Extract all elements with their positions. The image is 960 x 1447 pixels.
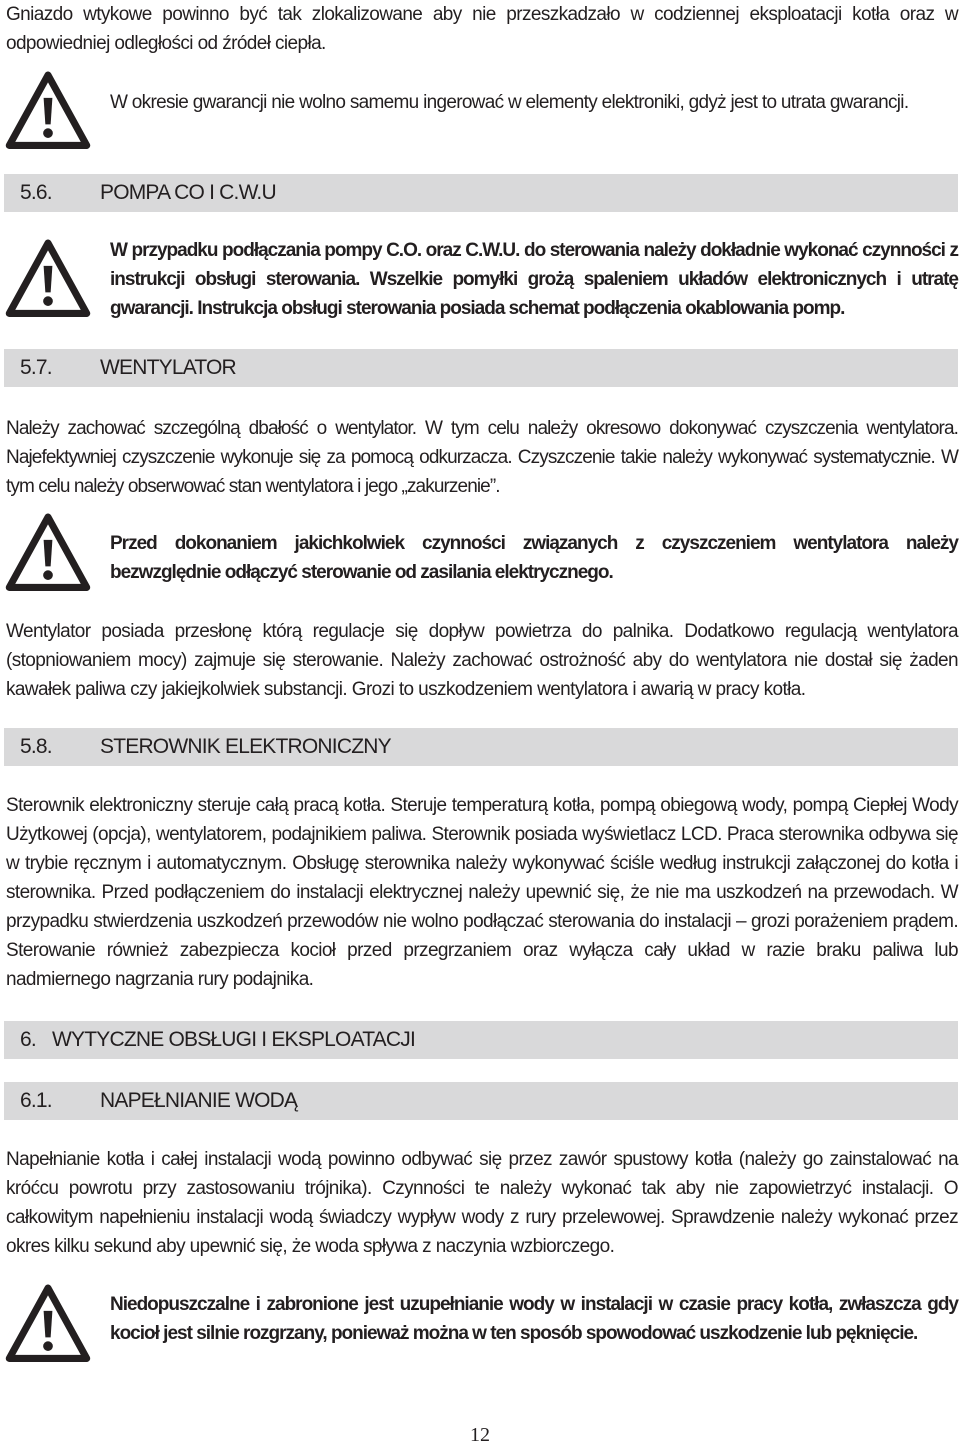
- section-heading-5-6: [4, 174, 958, 212]
- section-number: 6.1.: [20, 1089, 52, 1112]
- section-number: 5.7.: [20, 356, 52, 379]
- warning-text-no-refill-hot: Niedopuszczalne i zabronione jest uzupełnianie wody w instalacji w czasie pracy kotła, zwłaszcza gdy kocioł jest silnie rozgrzany, ponieważ można w ten sposób spowodować uszkodzenie lub pęknięcie.: [110, 1294, 958, 1344]
- paragraph-fan-airflow: Wentylator posiada przesłonę którą regulacje się dopływ powietrza do palnika. Dodatkowo regulacją wentylatora (stopniowaniem mocy) zajmuje się sterowanie. Należy zachować ostrożność aby do wentylatora nie dostał się żaden kawałek paliwa czy jakiejkolwiek substancji. Grozi to uszkodzeniem wentylatora i awarią w pracy kotła.: [6, 621, 958, 700]
- warning-exclamation-icon: [4, 236, 92, 324]
- section-title: WENTYLATOR: [100, 356, 236, 379]
- warning-exclamation-icon: [4, 1281, 92, 1369]
- paragraph-filling-water: Napełnianie kotła i całej instalacji wodą powinno odbywać się przez zawór spustowy kotła (należy go zainstalować na króćcu powrotu przy zastosowaniu trójnika). Czynności te należy wykonać tak aby nie zapowietrzyć instalacji. O całkowitym napełnieniu instalacji wodą świadczy wypływ wody z rury przelewowej. Sprawdzenie należy wykonać przez okres kilku sekund aby upewnić się, że woda spływa z naczynia wzbiorczego.: [6, 1149, 958, 1257]
- section-heading-5-8: [4, 728, 958, 766]
- section-number: 5.6.: [20, 181, 52, 204]
- section-title: NAPEŁNIANIE WODĄ: [100, 1089, 298, 1112]
- warning-text-fan-power: Przed dokonaniem jakichkolwiek czynności związanych z czyszczeniem wentylatora należy bezwzględnie odłączyć sterowanie od zasilania elektrycznego.: [110, 533, 958, 583]
- intro-paragraph: Gniazdo wtykowe powinno być tak zlokalizowane aby nie przeszkadzało w codziennej eksploatacji kotła oraz w odpowiedniej odległości od źródeł ciepła.: [6, 4, 958, 54]
- section-number: 6.: [20, 1028, 36, 1051]
- section-title: POMPA CO I C.W.U: [100, 181, 276, 204]
- paragraph-fan-cleaning: Należy zachować szczególną dbałość o wentylator. W tym celu należy okresowo dokonywać czyszczenia wentylatora. Najefektywniej czyszczenie wykonuje się za pomocą odkurzacza. Czyszczenie takie należy wykonywać systematycznie. W tym celu należy obserwować stan wentylatora i jego „zakurzenie”.: [6, 418, 958, 497]
- section-heading-6: [4, 1021, 958, 1059]
- section-title: STEROWNIK ELEKTRONICZNY: [100, 735, 391, 758]
- paragraph-controller: Sterownik elektroniczny steruje całą pracą kotła. Steruje temperaturą kotła, pompą obiegową wody, pompą Ciepłej Wody Użytkowej (opcja), wentylatorem, podajnikiem paliwa. Sterownik posiada wyświetlacz LCD. Praca sterownika odbywa się w trybie ręcznym i automatycznym. Obsługę sterownika należy wykonywać ściśle według instrukcji załączonej do kotła i sterownika. Przed podłączeniem do instalacji elektrycznej należy upewnić się, że nie ma uszkodzeń na przewodach. W przypadku stwierdzenia uszkodzeń przewodów nie wolno podłączać sterowania do instalacji – grozi porażeniem prądem. Sterowanie również zabezpiecza kocioł przed przegrzaniem oraz wyłącza cały układ w razie braku paliwa lub nadmiernego nagrzania rury podajnika.: [6, 795, 958, 990]
- section-heading-5-7: [4, 349, 958, 387]
- section-heading-6-1: [4, 1082, 958, 1120]
- warning-text-warranty: W okresie gwarancji nie wolno samemu ingerować w elementy elektroniki, gdyż jest to utrata gwarancji.: [110, 92, 909, 113]
- warning-exclamation-icon: [4, 510, 92, 598]
- section-title: WYTYCZNE OBSŁUGI I EKSPLOATACJI: [52, 1028, 415, 1051]
- page-number: 12: [470, 1424, 490, 1446]
- section-number: 5.8.: [20, 735, 52, 758]
- warning-text-pump-wiring: W przypadku podłączania pompy C.O. oraz C.W.U. do sterowania należy dokładnie wykonać czynności z instrukcji obsługi sterowania. Wszelkie pomyłki grożą spaleniem układów elektronicznych i utratę gwarancji. Instrukcja obsługi sterowania posiada schemat podłączenia okablowania pomp.: [110, 240, 958, 319]
- warning-exclamation-icon: [4, 68, 92, 156]
